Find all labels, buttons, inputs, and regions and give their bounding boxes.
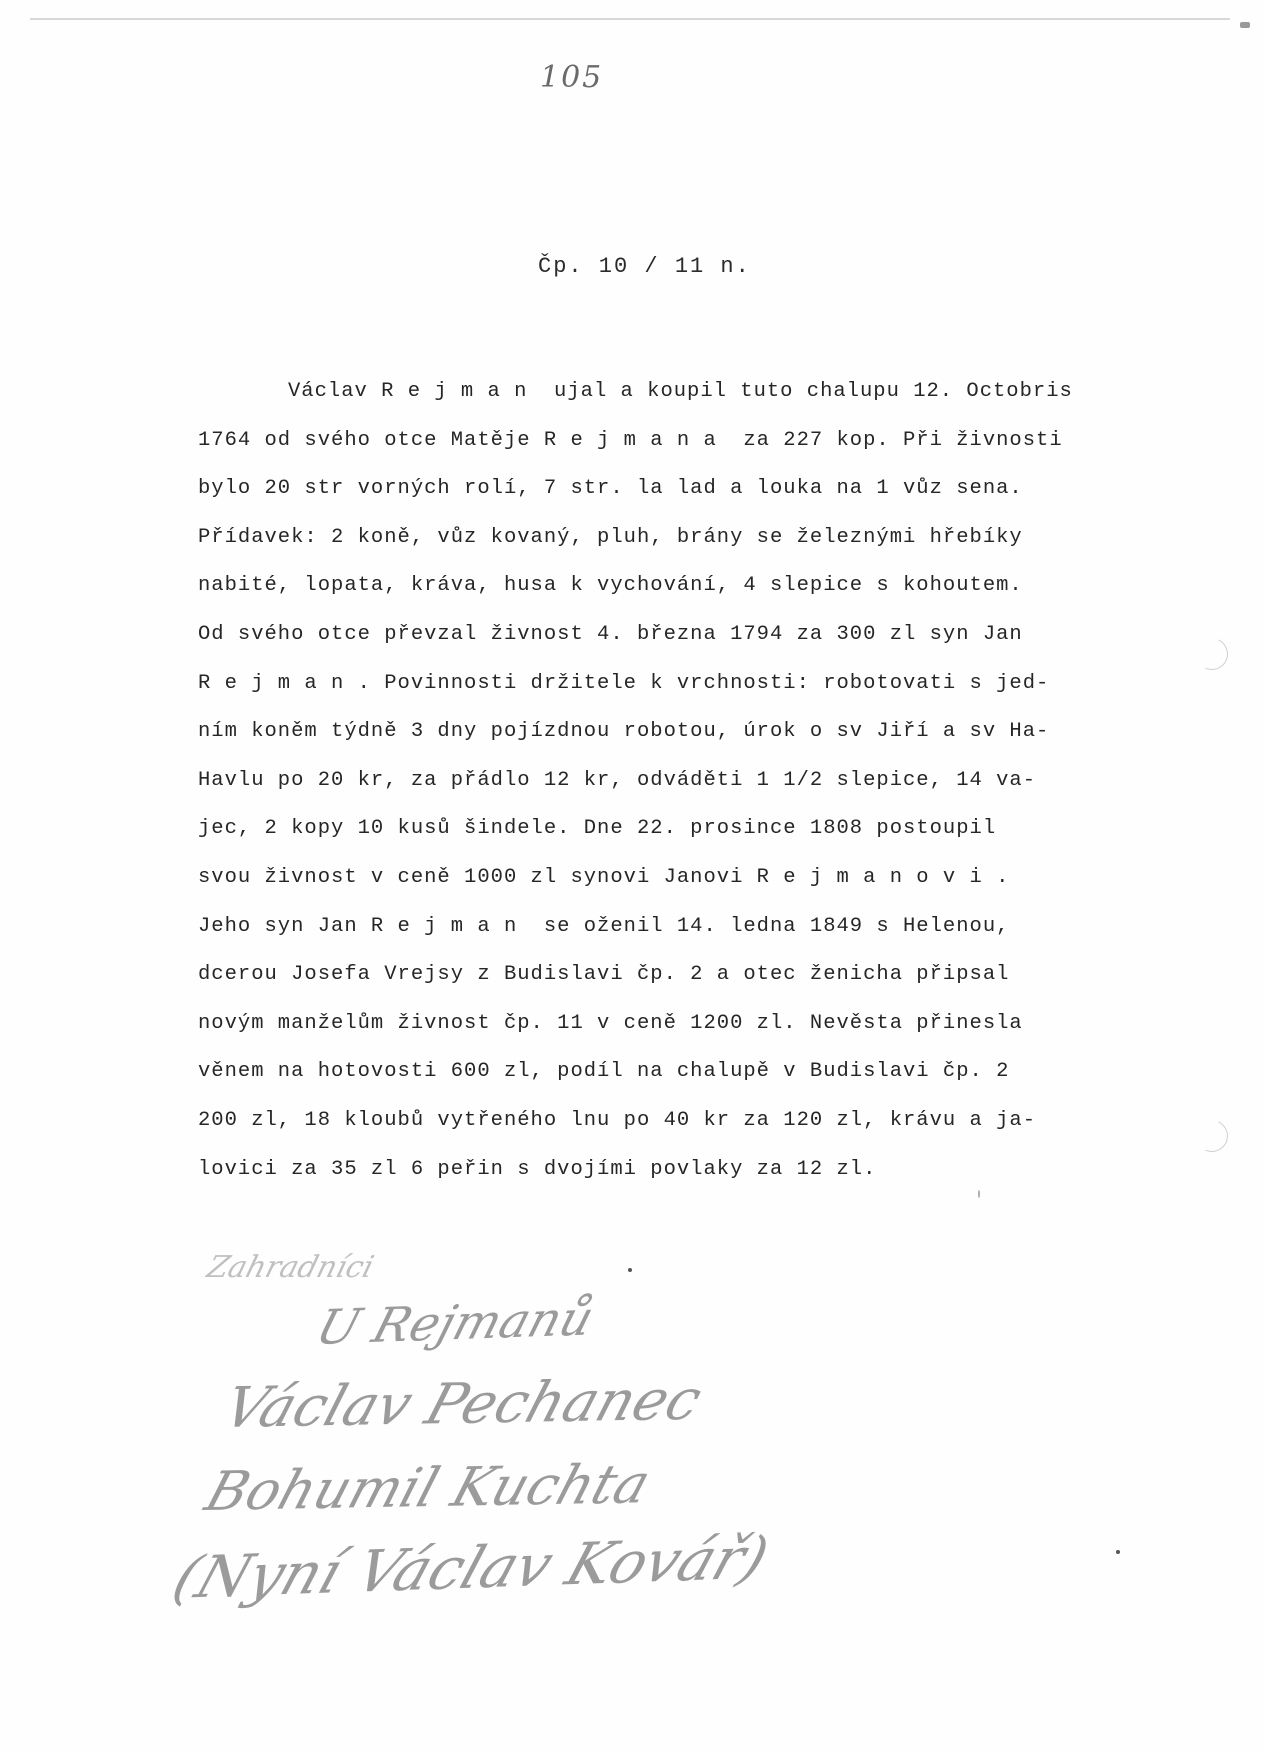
text-line: novým manželům živnost čp. 11 v ceně 1200 zl. Nevěsta přinesla — [198, 1011, 1023, 1035]
text-line: jec, 2 kopy 10 kusů šindele. Dne 22. prosince 1808 postoupil — [198, 817, 997, 841]
text-line: Václav R e j m a n ujal a koupil tuto chalupu 12. Octobris — [288, 380, 1073, 403]
text-line: ním koněm týdně 3 dny pojízdnou robotou, úrok o sv Jiří a sv Ha- — [198, 720, 1050, 744]
corner-mark — [1240, 22, 1250, 28]
handwritten-note: U Rejmanů — [309, 1290, 601, 1356]
handwritten-note: Václav Pechanec — [216, 1367, 710, 1441]
text-line: Přídavek: 2 koně, vůz kovaný, pluh, brány se železnými hřebíky — [198, 525, 1023, 549]
ink-dot — [1116, 1550, 1120, 1554]
text-line: 1764 od svého otce Matěje R e j m a n a za 227 kop. Při živnosti — [198, 428, 1063, 452]
text-line: bylo 20 str vorných rolí, 7 str. la lad a louka na 1 vůz sena. — [198, 477, 1023, 501]
punch-hole-mark — [1191, 633, 1232, 674]
handwritten-page-number: 105 — [540, 60, 604, 95]
text-line: Od svého otce převzal živnost 4. března 1794 za 300 zl syn Jan — [198, 622, 1023, 646]
text-line: 200 zl, 18 kloubů vytřeného lnu po 40 kr za 120 zl, krávu a ja- — [198, 1108, 1037, 1132]
handwritten-note: Bohumil Kuchta — [198, 1452, 658, 1523]
text-line: dcerou Josefa Vrejsy z Budislavi čp. 2 a otec ženicha připsal — [198, 963, 1010, 987]
handwritten-note-faded: Zahradníci — [203, 1250, 378, 1285]
ink-dot — [628, 1268, 632, 1272]
text-line: nabité, lopata, kráva, husa k vychování, 4 slepice s kohoutem. — [198, 574, 1023, 598]
document-heading: Čp. 10 / 11 n. — [538, 254, 751, 279]
text-line: Havlu po 20 kr, za přádlo 12 kr, odváděti 1 1/2 slepice, 14 va- — [198, 768, 1037, 792]
paper-edge — [30, 18, 1230, 20]
text-line: svou živnost v ceně 1000 zl synovi Janovi R e j m a n o v i . — [198, 865, 1010, 889]
handwritten-note: (Nyní Václav Kovář) — [164, 1523, 778, 1612]
typed-body-text — [198, 368, 1188, 1194]
text-line: Jeho syn Jan R e j m a n se oženil 14. ledna 1849 s Helenou, — [198, 914, 1010, 938]
text-line: lovici za 35 zl 6 peřin s dvojími povlaky za 12 zl. — [198, 1157, 877, 1181]
punch-hole-mark — [1191, 1115, 1232, 1156]
text-line: věnem na hotovosti 600 zl, podíl na chalupě v Budislavi čp. 2 — [198, 1060, 1010, 1084]
ink-mark — [978, 1190, 980, 1198]
text-line: R e j m a n . Povinnosti držitele k vrchnosti: robotovati s jed- — [198, 671, 1050, 695]
